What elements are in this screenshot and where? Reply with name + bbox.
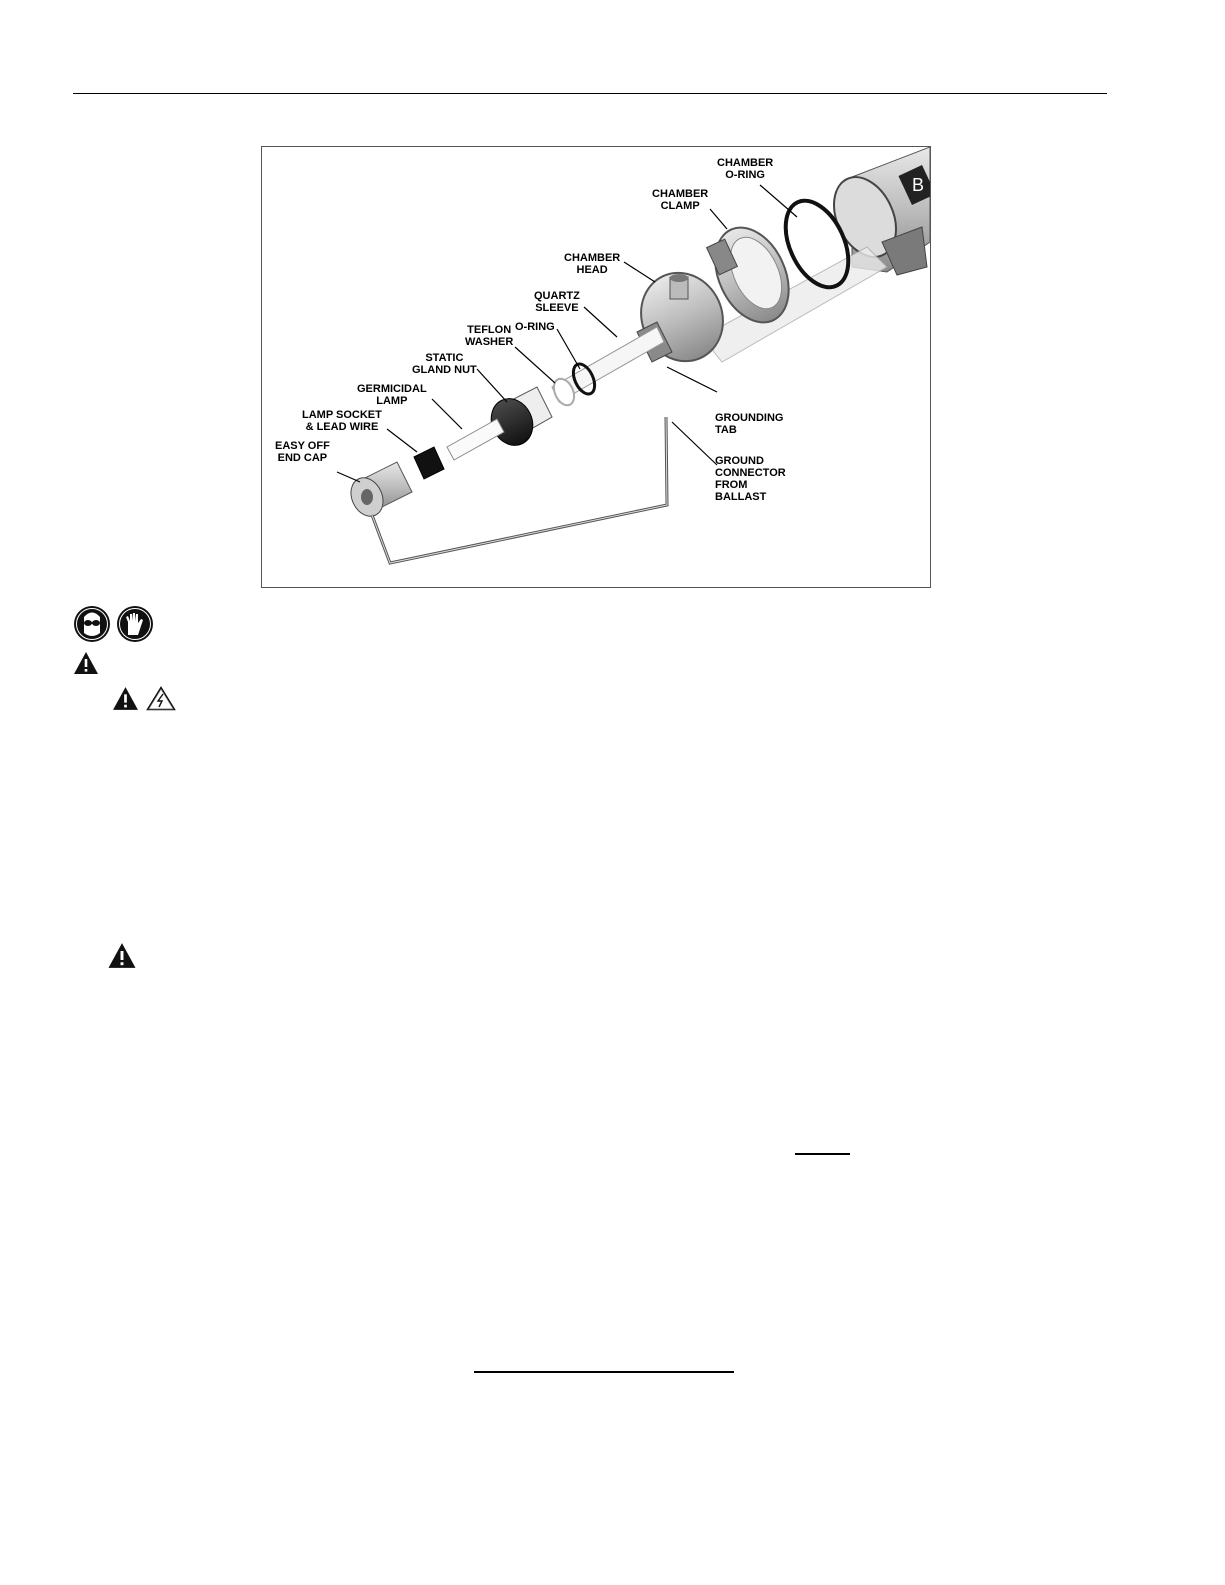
lamp-shape bbox=[447, 419, 504, 460]
end-cap-shape bbox=[345, 462, 412, 521]
warning-icon bbox=[112, 686, 139, 711]
label-chamber-head: CHAMBER HEAD bbox=[564, 252, 621, 276]
label-chamber-oring: CHAMBER O-RING bbox=[717, 157, 774, 181]
warning-icon bbox=[73, 651, 99, 675]
exploded-diagram bbox=[261, 146, 931, 588]
lamp-socket-shape bbox=[414, 447, 444, 479]
electrical-hazard-icon bbox=[146, 686, 176, 711]
label-grounding-tab: GROUNDING TAB bbox=[715, 412, 784, 436]
label-germicidal-lamp: GERMICIDAL LAMP bbox=[357, 383, 427, 407]
header-rule bbox=[73, 93, 1107, 94]
exploded-diagram-illustration bbox=[262, 147, 930, 587]
label-chamber-clamp: CHAMBER CLAMP bbox=[652, 188, 709, 212]
label-oring: O-RING bbox=[515, 321, 555, 333]
label-lamp-socket: LAMP SOCKET & LEAD WIRE bbox=[302, 409, 382, 433]
label-easy-off-end-cap: EASY OFF END CAP bbox=[275, 440, 330, 464]
label-quartz-sleeve: QUARTZ SLEEVE bbox=[534, 290, 580, 314]
label-ground-connector: GROUND CONNECTOR FROM BALLAST bbox=[715, 455, 786, 503]
safety-glasses-icon bbox=[73, 605, 111, 643]
underline-mark bbox=[795, 1153, 850, 1155]
label-teflon-washer: TEFLON WASHER bbox=[465, 324, 514, 348]
gland-nut-shape bbox=[484, 387, 552, 452]
chamber-badge-text: B bbox=[912, 175, 925, 195]
gloves-icon bbox=[116, 605, 154, 643]
warning-icon bbox=[107, 942, 137, 969]
underline-mark bbox=[474, 1371, 734, 1373]
label-static-gland-nut: STATIC GLAND NUT bbox=[412, 352, 477, 376]
